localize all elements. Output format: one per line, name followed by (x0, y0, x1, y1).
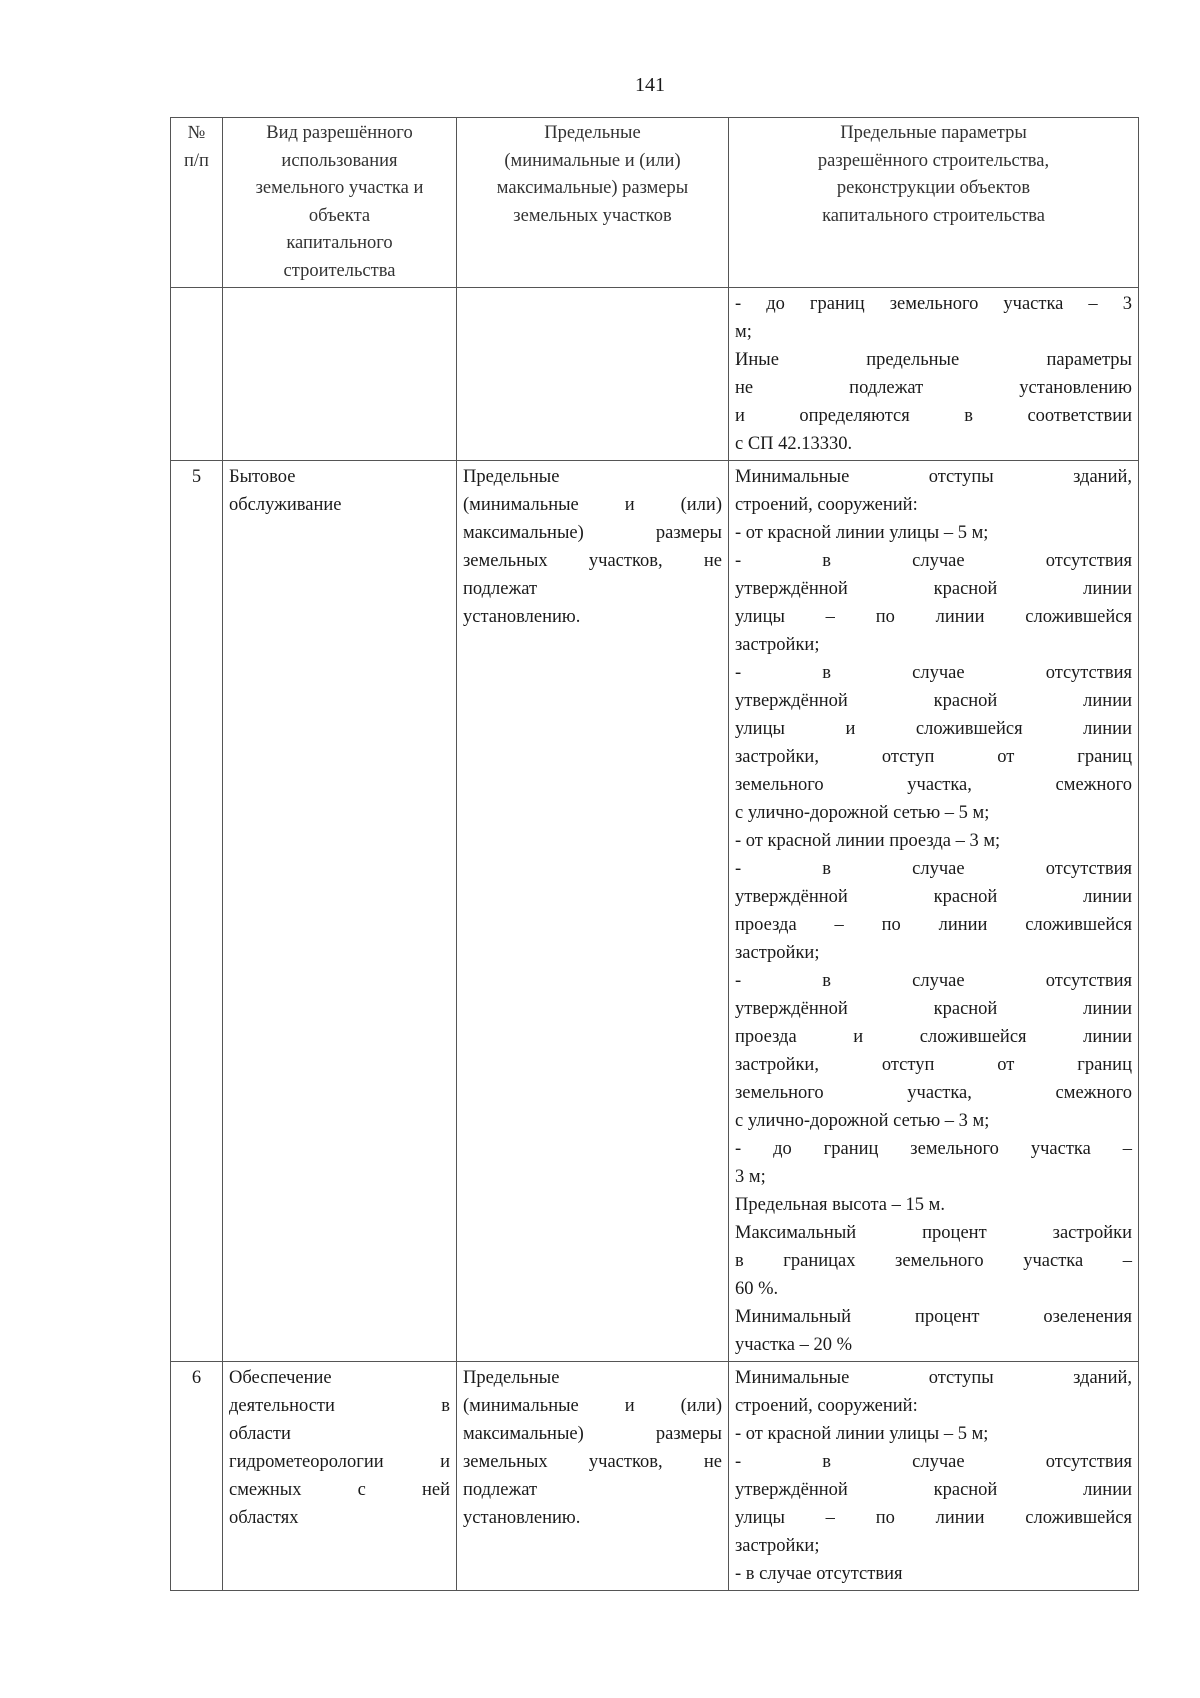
cell-build-params-line: - от красной линии проезда – 3 м; (735, 831, 1001, 851)
cell-build-params-line: земельного участка, смежного (735, 775, 1132, 795)
cell-build-params (729, 288, 1139, 461)
header-kind-line: Вид разрешённого (266, 123, 413, 143)
cell-plot-size-line: максимальные) размеры (463, 523, 722, 543)
cell-build-params-line: Минимальные отступы зданий, (735, 1368, 1132, 1388)
cell-use-kind-line: гидрометеорологии и (229, 1452, 450, 1472)
cell-row-number: 6 (171, 1362, 223, 1591)
cell-build-params-line: улицы – по линии сложившейся (735, 607, 1132, 627)
cell-use-kind-line: смежных с ней (229, 1480, 450, 1500)
cell-use-kind (223, 288, 457, 461)
cell-build-params-line: застройки; (735, 1536, 820, 1556)
header-num (171, 118, 223, 288)
table-row (171, 461, 1139, 1362)
cell-build-params-line: с улично-дорожной сетью – 3 м; (735, 1111, 990, 1131)
cell-build-params-line: в границах земельного участка – (735, 1251, 1132, 1271)
page-number: 141 (635, 74, 665, 96)
cell-build-params-line: Иные предельные параметры (735, 350, 1132, 370)
cell-build-params-line: и определяются в соответствии (735, 406, 1132, 426)
cell-use-kind-line: деятельности в (229, 1396, 450, 1416)
cell-build-params-line: с СП 42.13330. (735, 434, 853, 454)
cell-use-kind-line: области (229, 1424, 291, 1444)
cell-build-params-line: Минимальный процент озеленения (735, 1307, 1132, 1327)
cell-build-params-line: - в случае отсутствия (735, 859, 1132, 879)
table-row (171, 1362, 1139, 1591)
header-params-line: разрешённого строительства, (817, 150, 1050, 171)
header-kind-line: капитального (286, 233, 393, 253)
cell-build-params-line: застройки, отступ от границ (735, 1055, 1132, 1075)
cell-build-params-line: застройки; (735, 943, 820, 963)
cell-build-params-line: не подлежат установлению (735, 378, 1132, 398)
cell-build-params-line: 60 %. (735, 1279, 779, 1299)
cell-build-params (729, 461, 1139, 1362)
cell-build-params-line: 3 м; (735, 1167, 766, 1187)
header-params (729, 118, 1139, 288)
cell-plot-size-line: Предельные (463, 467, 560, 487)
cell-build-params-line: - до границ земельного участка – (735, 1139, 1132, 1159)
header-size-line: Предельные (544, 123, 641, 143)
header-kind-line: строительства (283, 260, 396, 281)
table-row (171, 288, 1139, 461)
cell-plot-size (457, 288, 729, 461)
cell-build-params-line: строений, сооружений: (735, 1396, 918, 1416)
cell-row-number: 5 (171, 461, 223, 1362)
cell-plot-size-line: установлению. (463, 607, 581, 627)
cell-use-kind-line: Бытовое (229, 467, 296, 487)
header-params-line: Предельные параметры (840, 123, 1027, 143)
cell-build-params (729, 1362, 1139, 1591)
header-size (457, 118, 729, 288)
cell-plot-size (457, 1362, 729, 1591)
cell-build-params-line: утверждённой красной линии (735, 579, 1132, 599)
header-params-line: капитального строительства (822, 205, 1045, 226)
cell-build-params-line: - в случае отсутствия (735, 971, 1132, 991)
header-kind (223, 118, 457, 288)
cell-plot-size-line: подлежат (463, 579, 538, 599)
cell-build-params-line: - от красной линии улицы – 5 м; (735, 523, 989, 543)
cell-use-kind-line: областях (229, 1508, 299, 1528)
cell-build-params-line: улицы и сложившейся линии (735, 719, 1132, 739)
regulations-table (170, 117, 1139, 1591)
header-kind-line: земельного участка и (255, 178, 424, 198)
cell-build-params-line: проезда и сложившейся линии (735, 1027, 1132, 1047)
cell-plot-size (457, 461, 729, 1362)
cell-plot-size-line: (минимальные и (или) (463, 495, 722, 515)
cell-build-params-line: - в случае отсутствия (735, 1564, 903, 1584)
cell-build-params-line: застройки, отступ от границ (735, 747, 1132, 767)
cell-use-kind-line: Обеспечение (229, 1368, 332, 1388)
cell-plot-size-line: (минимальные и (или) (463, 1396, 722, 1416)
cell-build-params-line: - от красной линии улицы – 5 м; (735, 1424, 989, 1444)
cell-build-params-line: Минимальные отступы зданий, (735, 467, 1132, 487)
cell-plot-size-line: подлежат (463, 1480, 538, 1500)
cell-build-params-line: м; (735, 322, 752, 342)
cell-build-params-line: участка – 20 % (735, 1335, 853, 1355)
cell-build-params-line: - в случае отсутствия (735, 1452, 1132, 1472)
cell-build-params-line: утверждённой красной линии (735, 691, 1132, 711)
cell-plot-size-line: земельных участков, не (463, 1452, 722, 1472)
cell-build-params-line: утверждённой красной линии (735, 999, 1132, 1019)
cell-row-number (171, 288, 223, 461)
cell-plot-size-line: Предельные (463, 1368, 560, 1388)
header-kind-line: использования (281, 150, 398, 171)
header-size-line: максимальные) размеры (496, 178, 689, 198)
table-header-row (171, 118, 1139, 288)
cell-plot-size-line: земельных участков, не (463, 551, 722, 571)
cell-build-params-line: с улично-дорожной сетью – 5 м; (735, 803, 990, 823)
header-num-line: № (187, 123, 206, 143)
cell-build-params-line: - в случае отсутствия (735, 663, 1132, 683)
cell-build-params-line: земельного участка, смежного (735, 1083, 1132, 1103)
cell-build-params-line: улицы – по линии сложившейся (735, 1508, 1132, 1528)
cell-build-params-line: Предельная высота – 15 м. (735, 1195, 945, 1215)
header-num-line: п/п (184, 150, 209, 171)
cell-build-params-line: утверждённой красной линии (735, 887, 1132, 907)
cell-build-params-line: утверждённой красной линии (735, 1480, 1132, 1500)
cell-build-params-line: застройки; (735, 635, 820, 655)
header-kind-line: объекта (308, 205, 371, 226)
header-size-line: земельных участков (513, 205, 672, 226)
cell-use-kind (223, 1362, 457, 1591)
header-size-line: (минимальные и (или) (504, 150, 681, 171)
header-params-line: реконструкции объектов (836, 178, 1031, 198)
cell-build-params-line: строений, сооружений: (735, 495, 918, 515)
cell-build-params-line: - в случае отсутствия (735, 551, 1132, 571)
cell-build-params-line: проезда – по линии сложившейся (735, 915, 1132, 935)
cell-build-params-line: Максимальный процент застройки (735, 1223, 1132, 1243)
cell-plot-size-line: установлению. (463, 1508, 581, 1528)
cell-use-kind-line: обслуживание (229, 495, 342, 515)
cell-build-params-line: - до границ земельного участка – 3 (735, 294, 1132, 314)
cell-use-kind (223, 461, 457, 1362)
cell-plot-size-line: максимальные) размеры (463, 1424, 722, 1444)
